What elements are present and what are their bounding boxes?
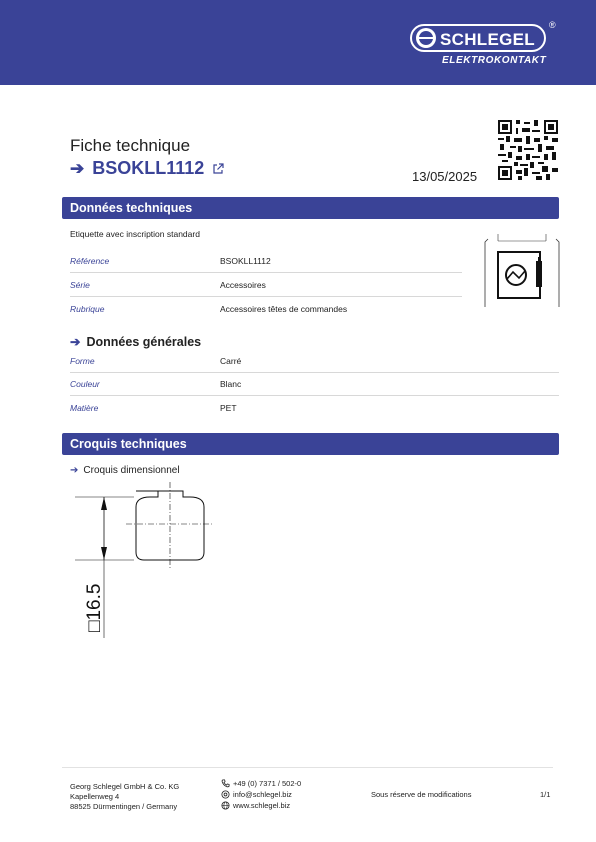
table-row	[70, 250, 462, 273]
dimension-drawing	[70, 482, 220, 638]
external-link-icon[interactable]	[212, 163, 224, 175]
sketch-subheading-label: Croquis dimensionnel	[83, 465, 180, 476]
footer-contact	[221, 778, 301, 811]
page-number: 1/1	[540, 790, 551, 799]
general-data-title: Données générales	[86, 334, 202, 349]
row-value: BSOKLL1112	[220, 256, 271, 266]
footer-disclaimer: Sous réserve de modifications	[371, 790, 472, 799]
company-city: 88525 Dürmentingen / Germany	[70, 802, 178, 811]
row-value: PET	[220, 403, 237, 413]
footer-divider	[62, 767, 553, 768]
product-reference: BSOKLL1112	[92, 158, 205, 178]
document-title: Fiche technique	[70, 136, 191, 155]
sketch-subheading	[70, 465, 180, 476]
section-header-technical-data: Données techniques	[62, 197, 559, 219]
qr-code	[498, 120, 558, 180]
row-value: Accessoires têtes de commandes	[220, 304, 348, 314]
logo-emblem-icon	[416, 28, 436, 48]
table-row	[70, 373, 559, 396]
email-link[interactable]: info@schlegel.biz	[233, 790, 292, 799]
logo-tagline: ELEKTROKONTAKT	[442, 55, 547, 66]
row-label: Rubrique	[70, 304, 105, 314]
right-arrow-icon: ➔	[70, 465, 79, 476]
product-image	[484, 233, 560, 311]
row-label: Référence	[70, 256, 110, 266]
at-icon	[221, 790, 230, 799]
company-street: Kapellenweg 4	[70, 792, 120, 801]
document-date: 13/05/2025	[412, 169, 478, 184]
row-value: Carré	[220, 356, 242, 366]
section-header-sketches: Croquis techniques	[62, 433, 559, 455]
globe-icon	[221, 801, 230, 810]
right-arrow-icon: ➔	[70, 158, 85, 178]
row-label: Matière	[70, 403, 99, 413]
logo-registered-mark: ®	[549, 20, 556, 30]
row-label: Couleur	[70, 379, 100, 389]
table-row	[70, 350, 559, 373]
table-row	[70, 397, 559, 420]
footer-company	[70, 782, 179, 812]
logo-name: SCHLEGEL	[440, 30, 535, 49]
company-name: Georg Schlegel GmbH & Co. KG	[70, 782, 180, 791]
general-data-heading	[70, 334, 201, 349]
product-description: Etiquette avec inscription standard	[70, 229, 200, 239]
dimension-value: □16.5	[84, 583, 105, 632]
row-value: Accessoires	[220, 280, 266, 290]
row-value: Blanc	[220, 379, 242, 389]
row-label: Forme	[70, 356, 95, 366]
table-row	[70, 274, 462, 297]
logo-pill	[410, 24, 546, 52]
right-arrow-icon: ➔	[70, 335, 81, 349]
table-row	[70, 298, 462, 321]
website-link[interactable]: www.schlegel.biz	[233, 801, 291, 810]
phone-number[interactable]: +49 (0) 7371 / 502-0	[233, 779, 302, 788]
phone-icon	[221, 779, 230, 788]
schlegel-logo	[410, 20, 560, 70]
row-label: Série	[70, 280, 90, 290]
header-band	[0, 0, 596, 85]
product-reference-heading	[70, 158, 224, 179]
